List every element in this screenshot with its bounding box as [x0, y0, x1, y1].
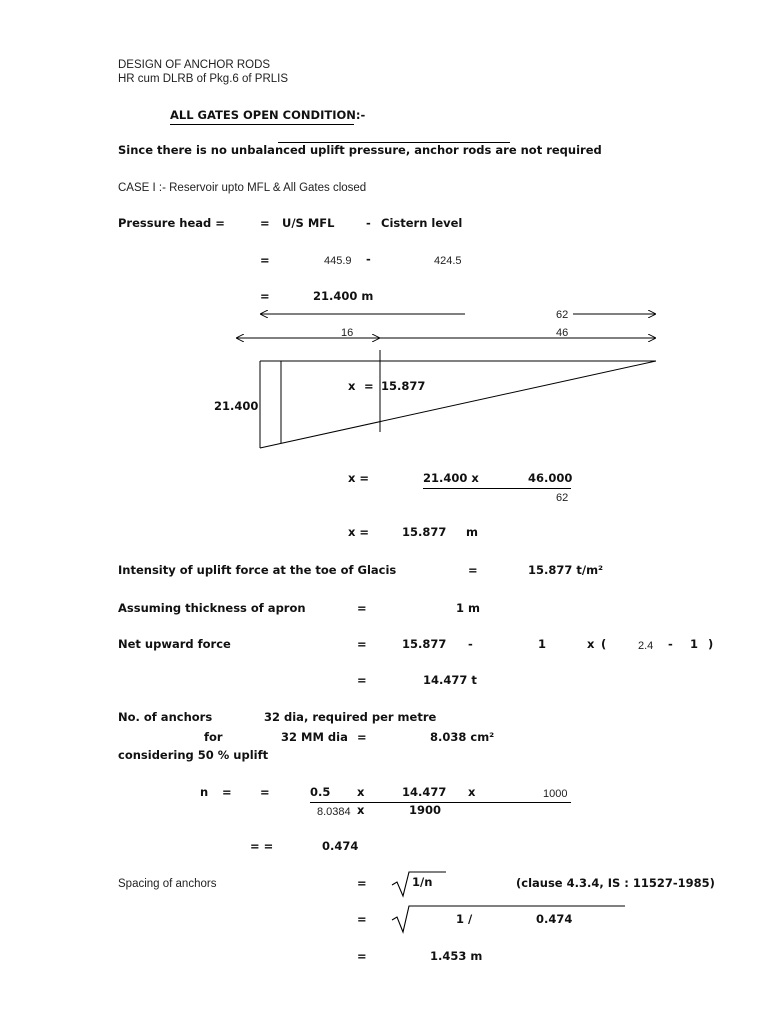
- anchors-consider: considering 50 % uplift: [118, 748, 269, 762]
- case1-title: CASE I :- Reservoir upto MFL & All Gates closed: [118, 182, 367, 194]
- sqrt-icon-2: [392, 906, 625, 932]
- net-x: x: [587, 637, 595, 651]
- x-calc-num1: 21.400 x: [423, 471, 479, 485]
- pressure-eq: =: [260, 216, 270, 230]
- n-a: 0.5: [310, 785, 331, 799]
- spacing-eq: =: [357, 876, 367, 890]
- spacing-result: 1.453 m: [430, 949, 483, 963]
- cistern-value: 424.5: [434, 255, 462, 267]
- anchors-for: for: [204, 730, 223, 744]
- n-x2: x: [468, 785, 476, 799]
- dim-right-label: 46: [556, 327, 569, 339]
- net-v1: 15.877: [402, 637, 447, 651]
- pressure-term2: Cistern level: [381, 216, 463, 230]
- apron-eq: =: [357, 601, 367, 615]
- x-calc-den: 62: [556, 492, 569, 504]
- n-x1: x: [357, 785, 365, 799]
- n-d: 8.0384: [317, 806, 351, 818]
- net-label: Net upward force: [118, 637, 231, 651]
- dim-left-label: 16: [341, 327, 354, 339]
- intensity-label: Intensity of uplift force at the toe of Glacis: [118, 563, 397, 577]
- net-eq2: =: [357, 673, 367, 687]
- spacing-eq2: =: [357, 912, 367, 926]
- x-label: x: [348, 379, 356, 393]
- net-rparen: ): [708, 637, 714, 651]
- net-minus: -: [468, 637, 473, 651]
- n-x3: x: [357, 803, 365, 817]
- spacing-n: 0.474: [536, 912, 573, 926]
- gates-open-note: Since there is no unbalanced uplift pressure, anchor rods are not required: [118, 143, 602, 157]
- n-eqeq: = =: [250, 839, 274, 853]
- x-calc-label: x =: [348, 471, 370, 485]
- mfl-value: 445.9: [324, 255, 352, 267]
- pressure-minus2: -: [366, 252, 371, 266]
- anchors-label: No. of anchors: [118, 710, 213, 724]
- n-symbol: n: [200, 785, 209, 799]
- n-c: 1000: [543, 788, 568, 800]
- net-eq: =: [357, 637, 367, 651]
- n-e: 1900: [409, 803, 442, 817]
- intensity-eq: =: [468, 563, 478, 577]
- spacing-eq3: =: [357, 949, 367, 963]
- x-calc-num2: 46.000: [528, 471, 573, 485]
- x-eq: =: [364, 379, 374, 393]
- doc-title: DESIGN OF ANCHOR RODS: [118, 59, 271, 71]
- dim-total-label: 62: [556, 309, 569, 321]
- net-minus2: -: [668, 637, 673, 651]
- pressure-term1: U/S MFL: [282, 216, 335, 230]
- spacing-label: Spacing of anchors: [118, 878, 217, 890]
- x-unit: m: [466, 525, 478, 539]
- pressure-label: Pressure head =: [118, 216, 225, 230]
- apron-value: 1 m: [456, 601, 480, 615]
- anchors-dia: 32 MM dia: [281, 730, 348, 744]
- net-v2: 1: [538, 637, 547, 651]
- spacing-one: 1 /: [456, 912, 473, 926]
- pressure-eq2: =: [260, 253, 270, 267]
- n-b: 14.477: [402, 785, 447, 799]
- pressure-eq3: =: [260, 289, 270, 303]
- net-v3: 2.4: [638, 640, 654, 652]
- doc-subtitle: HR cum DLRB of Pkg.6 of PRLIS: [118, 73, 289, 85]
- intensity-value: 15.877 t/m²: [528, 563, 604, 577]
- anchors-area: 8.038 cm²: [430, 730, 495, 744]
- net-result: 14.477 t: [423, 673, 477, 687]
- n-eq1: =: [222, 785, 232, 799]
- spacing-clause: (clause 4.3.4, IS : 11527-1985): [516, 876, 715, 890]
- n-eq2: =: [260, 785, 270, 799]
- height-label: 21.400: [214, 399, 259, 413]
- net-lparen: (: [601, 637, 607, 651]
- pressure-result: 21.400 m: [313, 289, 374, 303]
- net-v4: 1: [690, 637, 699, 651]
- apron-label: Assuming thickness of apron: [118, 601, 306, 615]
- n-result: 0.474: [322, 839, 359, 853]
- x-value: 15.877: [381, 379, 426, 393]
- pressure-minus: -: [366, 216, 371, 230]
- x-result: 15.877: [402, 525, 447, 539]
- gates-open-title: ALL GATES OPEN CONDITION:-: [170, 108, 366, 122]
- spacing-formula: 1/n: [412, 875, 433, 889]
- anchors-dia-req: 32 dia, required per metre: [264, 710, 437, 724]
- x-result-label: x =: [348, 525, 370, 539]
- anchors-eq: =: [357, 730, 367, 744]
